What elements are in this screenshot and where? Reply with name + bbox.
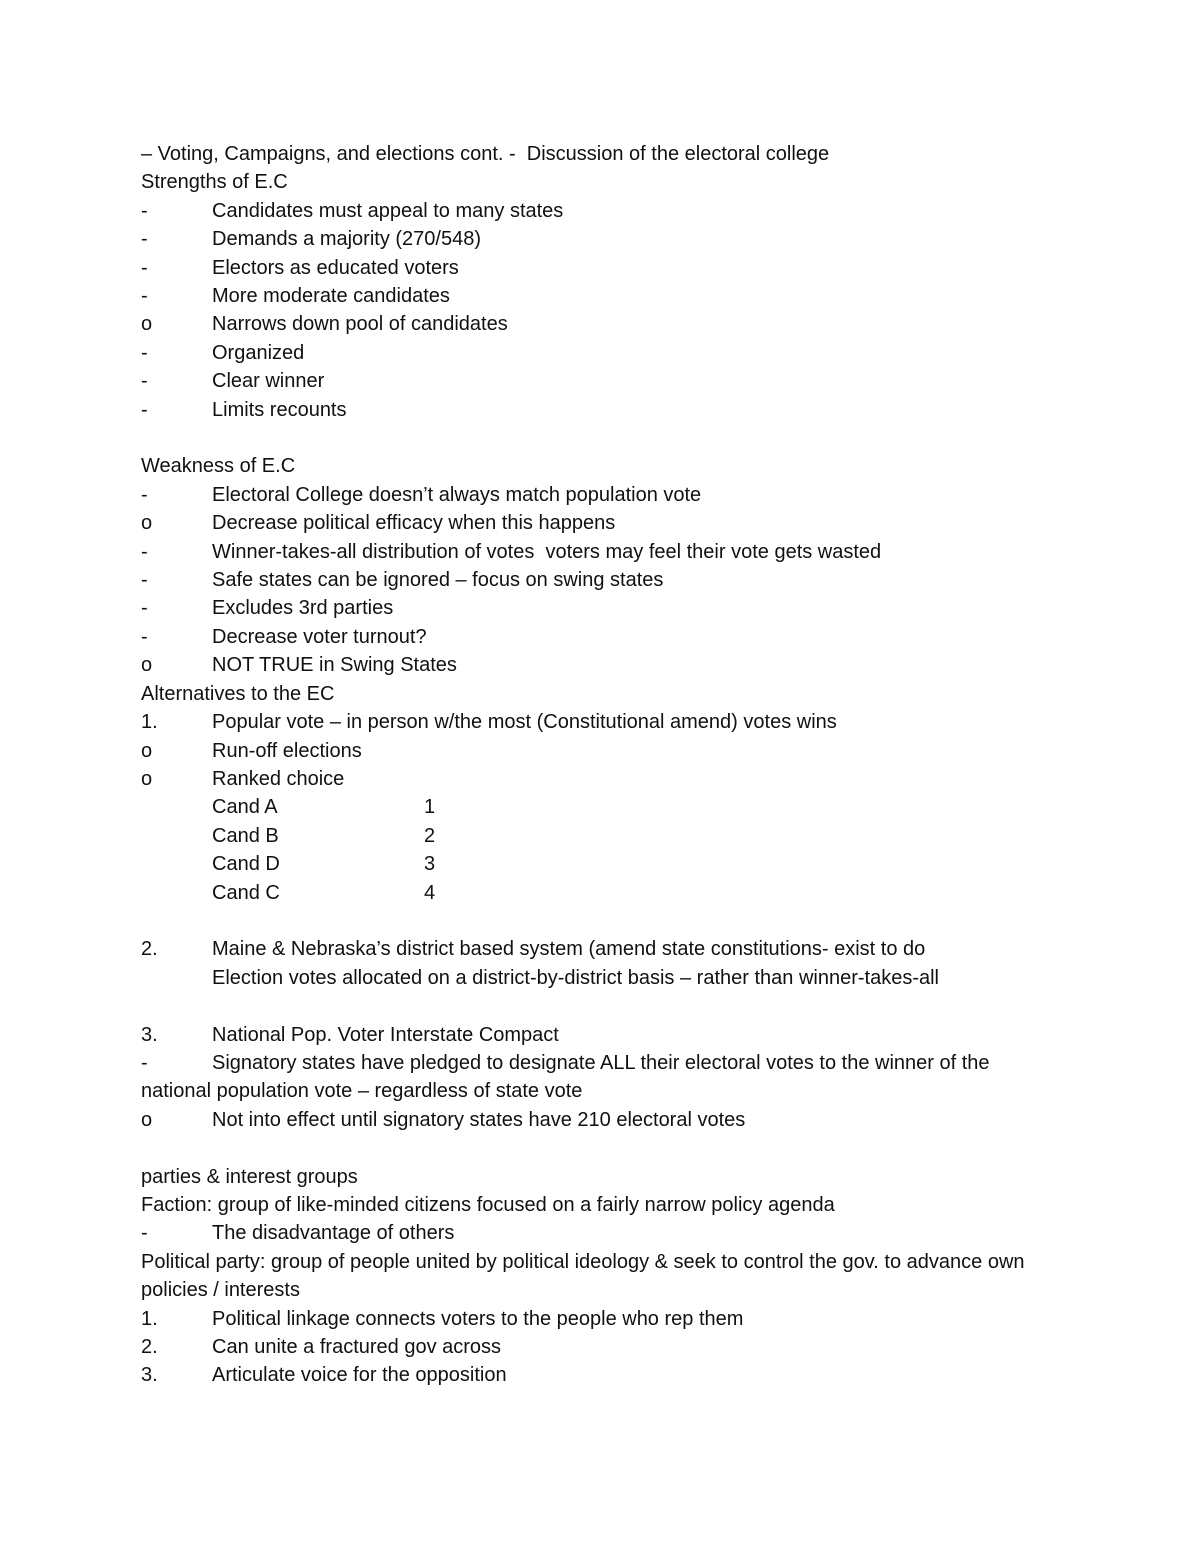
ranked-row: [141, 822, 1071, 850]
spacer: [141, 424, 1071, 452]
list-item: [141, 310, 1071, 338]
bullet-marker: o: [141, 739, 153, 762]
list-item-text: Can unite a fractured gov across: [212, 1336, 502, 1358]
list-item: [141, 708, 1071, 736]
list-item-text: NOT TRUE in Swing States: [212, 654, 457, 677]
candidate-rank: 4: [424, 881, 436, 904]
number-marker: 3.: [141, 1364, 158, 1387]
number-marker: 2.: [141, 1336, 158, 1358]
bullet-marker: -: [141, 1222, 148, 1245]
list-item: [141, 509, 1071, 537]
bullet-marker: -: [141, 256, 148, 279]
spacer: [141, 1134, 1071, 1162]
bullet-marker: o: [141, 1108, 153, 1131]
candidate-rank: 3: [424, 853, 436, 876]
list-item: [141, 538, 1071, 566]
bullet-marker: o: [141, 512, 153, 535]
bullet-marker: -: [141, 228, 148, 251]
list-item-continuation: Election votes allocated on a district-by-district basis – rather than winner-takes-all: [212, 966, 939, 989]
faction-definition: Faction: group of like-minded citizens focused on a fairly narrow policy agenda: [141, 1193, 835, 1216]
list-item-text: Not into effect until signatory states have 210 electoral votes: [212, 1108, 746, 1131]
list-item-text: Organized: [212, 341, 305, 364]
list-item-text: Decrease political efficacy when this happens: [212, 512, 616, 535]
list-item-text: Popular vote – in person w/the most (Constitutional amend) votes wins: [212, 711, 837, 734]
list-item-text: Candidates must appeal to many states: [212, 199, 564, 222]
ranked-row: [141, 793, 1071, 821]
list-item-text: Excludes 3rd parties: [212, 597, 394, 620]
list-item: [141, 623, 1071, 651]
list-item-text: National Pop. Voter Interstate Compact: [212, 1023, 559, 1046]
list-item-text: Maine & Nebraska’s district based system (amend state constitutions- exist to do: [212, 938, 926, 961]
list-item: [141, 594, 1071, 622]
number-marker: 1.: [141, 1307, 158, 1330]
ranked-row: [141, 850, 1071, 878]
list-item-text: Clear winner: [212, 370, 325, 393]
bullet-marker: -: [141, 398, 148, 421]
alternatives-title: Alternatives to the EC: [141, 682, 335, 705]
bullet-marker: -: [141, 341, 148, 364]
list-item-text: Articulate voice for the opposition: [212, 1364, 507, 1387]
list-item-text: Signatory states have pledged to designate ALL their electoral votes to the winner of the: [212, 1051, 990, 1074]
candidate-name: Cand B: [212, 824, 279, 847]
bullet-marker: -: [141, 569, 148, 592]
bullet-marker: -: [141, 625, 148, 648]
list-item: [141, 481, 1071, 509]
list-item: [141, 1219, 1071, 1247]
list-item: [141, 225, 1071, 253]
weakness-title: Weakness of E.C: [141, 455, 296, 478]
list-item-text: Winner-takes-all distribution of votes voters may feel their vote gets wasted: [212, 540, 882, 563]
list-item: [141, 1106, 1071, 1134]
list-item: [141, 1049, 1071, 1077]
list-item-text: Safe states can be ignored – focus on swing states: [212, 569, 664, 592]
candidate-name: Cand C: [212, 881, 280, 904]
list-item: [141, 651, 1071, 679]
spacer: [141, 992, 1071, 1020]
list-item: [141, 1021, 1071, 1049]
bullet-marker: o: [141, 767, 153, 790]
bullet-marker: o: [141, 313, 153, 336]
candidate-rank: 1: [424, 796, 436, 819]
list-item-text: Narrows down pool of candidates: [212, 313, 508, 336]
number-marker: 3.: [141, 1023, 158, 1046]
candidate-rank: 2: [424, 824, 436, 847]
list-item: [141, 765, 1071, 793]
spacer: [141, 907, 1071, 935]
list-item-text: Electoral College doesn’t always match population vote: [212, 483, 702, 506]
bullet-marker: -: [141, 597, 148, 620]
list-item: [141, 566, 1071, 594]
list-item: [141, 339, 1071, 367]
list-item-text: Ranked choice: [212, 767, 345, 790]
number-marker: 1.: [141, 711, 158, 734]
list-item: [141, 282, 1071, 310]
list-item: [141, 396, 1071, 424]
list-item-text: Demands a majority (270/548): [212, 228, 482, 251]
party-definition: Political party: group of people united by political ideology & seek to control the gov. to advance own policies / interests: [141, 1250, 1025, 1302]
number-marker: 2.: [141, 938, 158, 961]
ranked-row: [141, 879, 1071, 907]
bullet-marker: -: [141, 540, 148, 563]
list-item: [141, 737, 1071, 765]
list-item: [141, 367, 1071, 395]
document-page: [141, 140, 1071, 1390]
list-item: [141, 1305, 1071, 1333]
list-item: [141, 935, 1071, 963]
list-item-text: Electors as educated voters: [212, 256, 459, 279]
list-item-text: Decrease voter turnout?: [212, 625, 427, 648]
list-item-text: The disadvantage of others: [212, 1222, 455, 1245]
strengths-title: Strengths of E.C: [141, 171, 288, 194]
bullet-marker: -: [141, 199, 148, 222]
candidate-name: Cand D: [212, 853, 280, 876]
list-item-text: Political linkage connects voters to the people who rep them: [212, 1307, 744, 1330]
bullet-marker: -: [141, 285, 148, 308]
list-item: [141, 254, 1071, 282]
candidate-name: Cand A: [212, 796, 278, 819]
list-item: [141, 1333, 1071, 1361]
heading: – Voting, Campaigns, and elections cont. - Discussion of the electoral college: [141, 143, 830, 165]
list-item-continuation: national population vote – regardless of state vote: [141, 1080, 583, 1103]
bullet-marker: -: [141, 370, 148, 393]
bullet-marker: -: [141, 483, 148, 506]
bullet-marker: -: [141, 1051, 148, 1074]
list-item-text: Limits recounts: [212, 398, 347, 421]
parties-title: parties & interest groups: [141, 1165, 358, 1188]
list-item-text: Run-off elections: [212, 739, 362, 762]
list-item-text: More moderate candidates: [212, 285, 450, 308]
list-item: [141, 1361, 1071, 1389]
bullet-marker: o: [141, 654, 153, 677]
list-item: [141, 197, 1071, 225]
